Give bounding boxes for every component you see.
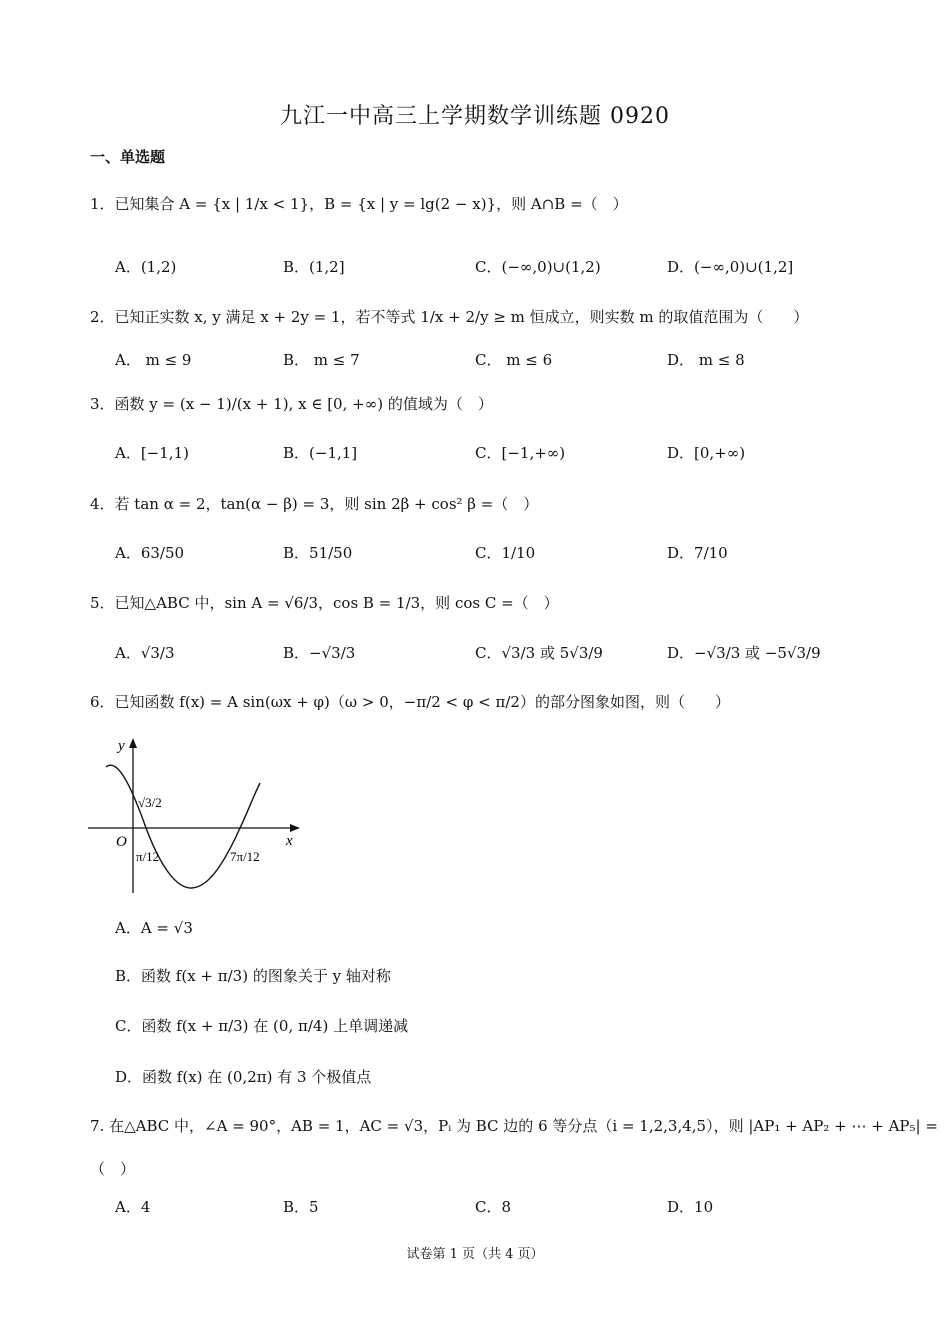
q4-option-d: D．7/10 [667,544,728,562]
q7-option-b: B．5 [283,1198,319,1216]
question-4-stem: 4．若 tan α = 2，tan(α − β) = 3，则 sin 2β + cos² β =（ ） [90,495,539,513]
q4-option-a: A．63/50 [115,544,185,562]
q2-option-d: D． m ≤ 8 [667,351,745,369]
question-5-stem: 5．已知△ABC 中，sin A = √6/3，cos B = 1/3，则 cos C =（ ） [90,594,559,612]
page-footer: 试卷第 1 页（共 4 页） [406,1247,544,1262]
sine-curve [106,765,260,888]
section-heading: 一、单选题 [90,148,166,166]
y-axis-arrow-icon [129,738,137,748]
q1-option-c: C．(−∞,0)∪(1,2) [475,258,601,276]
page-title: 九江一中高三上学期数学训练题 0920 [280,104,670,129]
y-intercept-label: √3/2 [138,795,162,810]
q2-option-b: B． m ≤ 7 [283,351,360,369]
zero-pi-12-label: π/12 [136,849,160,864]
q2-option-a: A． m ≤ 9 [115,351,192,369]
q2-option-c: C． m ≤ 6 [475,351,553,369]
q5-option-a: A．√3/3 [115,644,175,662]
y-axis-label: y [118,738,125,754]
q4-option-b: B．51/50 [283,544,353,562]
q3-option-a: A．[−1,1) [115,444,189,462]
origin-label: O [116,834,127,850]
q6-option-a: A．A = √3 [115,919,193,937]
q6-option-d: D．函数 f(x) 在 (0,2π) 有 3 个极值点 [115,1068,372,1086]
q7-option-a: A．4 [115,1198,151,1216]
q7-option-d: D．10 [667,1198,714,1216]
q7-option-c: C．8 [475,1198,512,1216]
zero-7pi-12-label: 7π/12 [230,849,260,864]
x-axis-arrow-icon [290,824,300,832]
x-axis-label: x [286,833,293,849]
q1-option-a: A．(1,2) [115,258,177,276]
q3-option-b: B．(−1,1] [283,444,358,462]
q1-option-d: D．(−∞,0)∪(1,2] [667,258,794,276]
q5-option-b: B．−√3/3 [283,644,356,662]
question-6-stem: 6．已知函数 f(x) = A sin(ωx + φ)（ω > 0，−π/2 < φ < π/2）的部分图象如图，则（ ） [90,693,730,711]
q1-option-b: B．(1,2] [283,258,345,276]
question-7-stem: 7. 在△ABC 中，∠A = 90°，AB = 1，AC = √3，Pᵢ 为 BC 边的 6 等分点（i = 1,2,3,4,5），则 |AP₁ + AP₂ + ⋯ + AP₅| = [90,1117,938,1135]
q6-option-c: C．函数 f(x + π/3) 在 (0, π/4) 上单调递减 [115,1017,409,1035]
q6-option-b: B．函数 f(x + π/3) 的图象关于 y 轴对称 [115,967,391,985]
q3-option-c: C．[−1,+∞) [475,444,566,462]
question-3-stem: 3．函数 y = (x − 1)/(x + 1), x ∈ [0, +∞) 的值域为（ ） [90,395,493,413]
q5-option-d: D．−√3/3 或 −5√3/9 [667,644,821,662]
q3-option-d: D．[0,+∞) [667,444,746,462]
question-1-stem: 1．已知集合 A = {x | 1/x < 1}，B = {x | y = lg(2 − x)}，则 A∩B =（ ） [90,195,628,213]
question-2-stem: 2．已知正实数 x, y 满足 x + 2y = 1，若不等式 1/x + 2/y ≥ m 恒成立，则实数 m 的取值范围为（ ） [90,308,809,326]
question-7-stem-continued: （ ） [90,1160,136,1178]
q4-option-c: C．1/10 [475,544,536,562]
q6-sine-graph [88,733,308,898]
q5-option-c: C．√3/3 或 5√3/9 [475,644,603,662]
